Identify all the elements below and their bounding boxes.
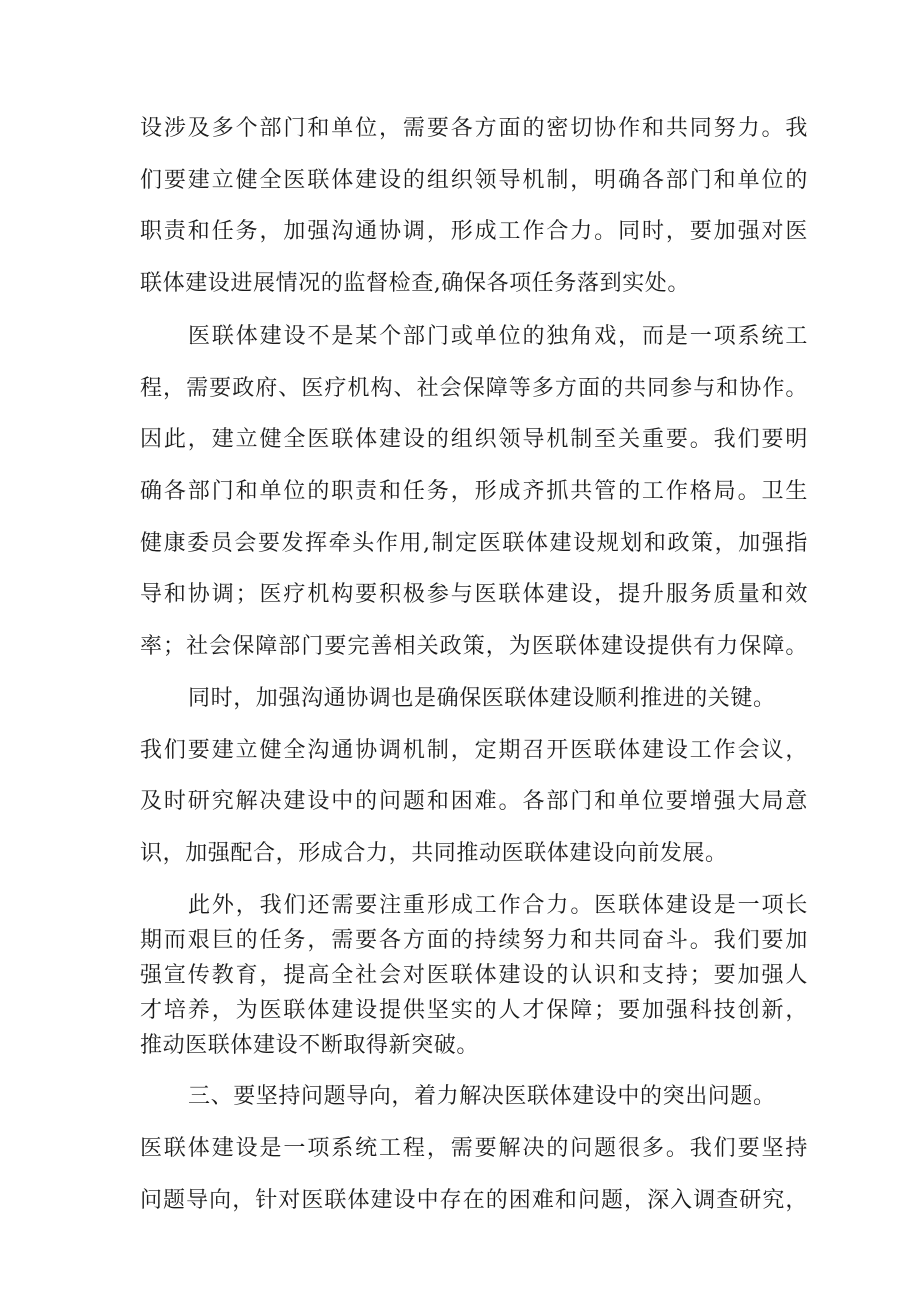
paragraph-first-line: 医联体建设不是某个部门或单位的独角戏，而是一项系统工 [188,324,808,349]
text-line: 及时研究解决建设中的问题和困难。各部门和单位要增强大局意 [140,789,808,814]
text-line: 才培养，为医联体建设提供坚实的人才保障；要加强科技创新， [140,998,808,1023]
paragraph-first-line: 此外，我们还需要注重形成工作合力。医联体建设是一项长 [188,893,808,918]
text-line: 设涉及多个部门和单位，需要各方面的密切协作和共同努力。我 [140,116,808,141]
text-line: 联体建设进展情况的监督检查,确保各项任务落到实处。 [140,271,690,296]
section-heading-line: 三、要坚持问题导向，着力解决医联体建设中的突出问题。 [188,1084,776,1109]
text-line: 医联体建设是一项系统工程，需要解决的问题很多。我们要坚持 [140,1136,808,1161]
text-line: 因此，建立健全医联体建设的组织领导机制至关重要。我们要明 [140,427,808,452]
text-line: 们要建立健全医联体建设的组织领导机制，明确各部门和单位的 [140,168,808,193]
text-line: 健康委员会要发挥牵头作用,制定医联体建设规划和政策，加强指 [140,531,808,556]
text-line: 期而艰巨的任务，需要各方面的持续努力和共同奋斗。我们要加 [140,928,808,953]
text-line: 率；社会保障部门要完善相关政策，为医联体建设提供有力保障。 [140,634,808,659]
text-line: 程，需要政府、医疗机构、社会保障等多方面的共同参与和协作。 [140,376,808,401]
text-line: 识，加强配合，形成合力，共同推动医联体建设向前发展。 [140,841,728,866]
text-line: 我们要建立健全沟通协调机制，定期召开医联体建设工作会议， [140,738,808,763]
text-line: 职责和任务，加强沟通协调，形成工作合力。同时，要加强对医 [140,219,808,244]
text-line: 导和协调；医疗机构要积极参与医联体建设，提升服务质量和效 [140,582,808,607]
text-line: 问题导向，针对医联体建设中存在的困难和问题，深入调查研究， [140,1188,808,1213]
paragraph-first-line: 同时，加强沟通协调也是确保医联体建设顺利推进的关键。 [188,686,776,711]
text-line: 强宣传教育，提高全社会对医联体建设的认识和支持；要加强人 [140,963,808,988]
text-line: 推动医联体建设不断取得新突破。 [140,1033,480,1058]
text-line: 确各部门和单位的职责和任务，形成齐抓共管的工作格局。卫生 [140,479,808,504]
